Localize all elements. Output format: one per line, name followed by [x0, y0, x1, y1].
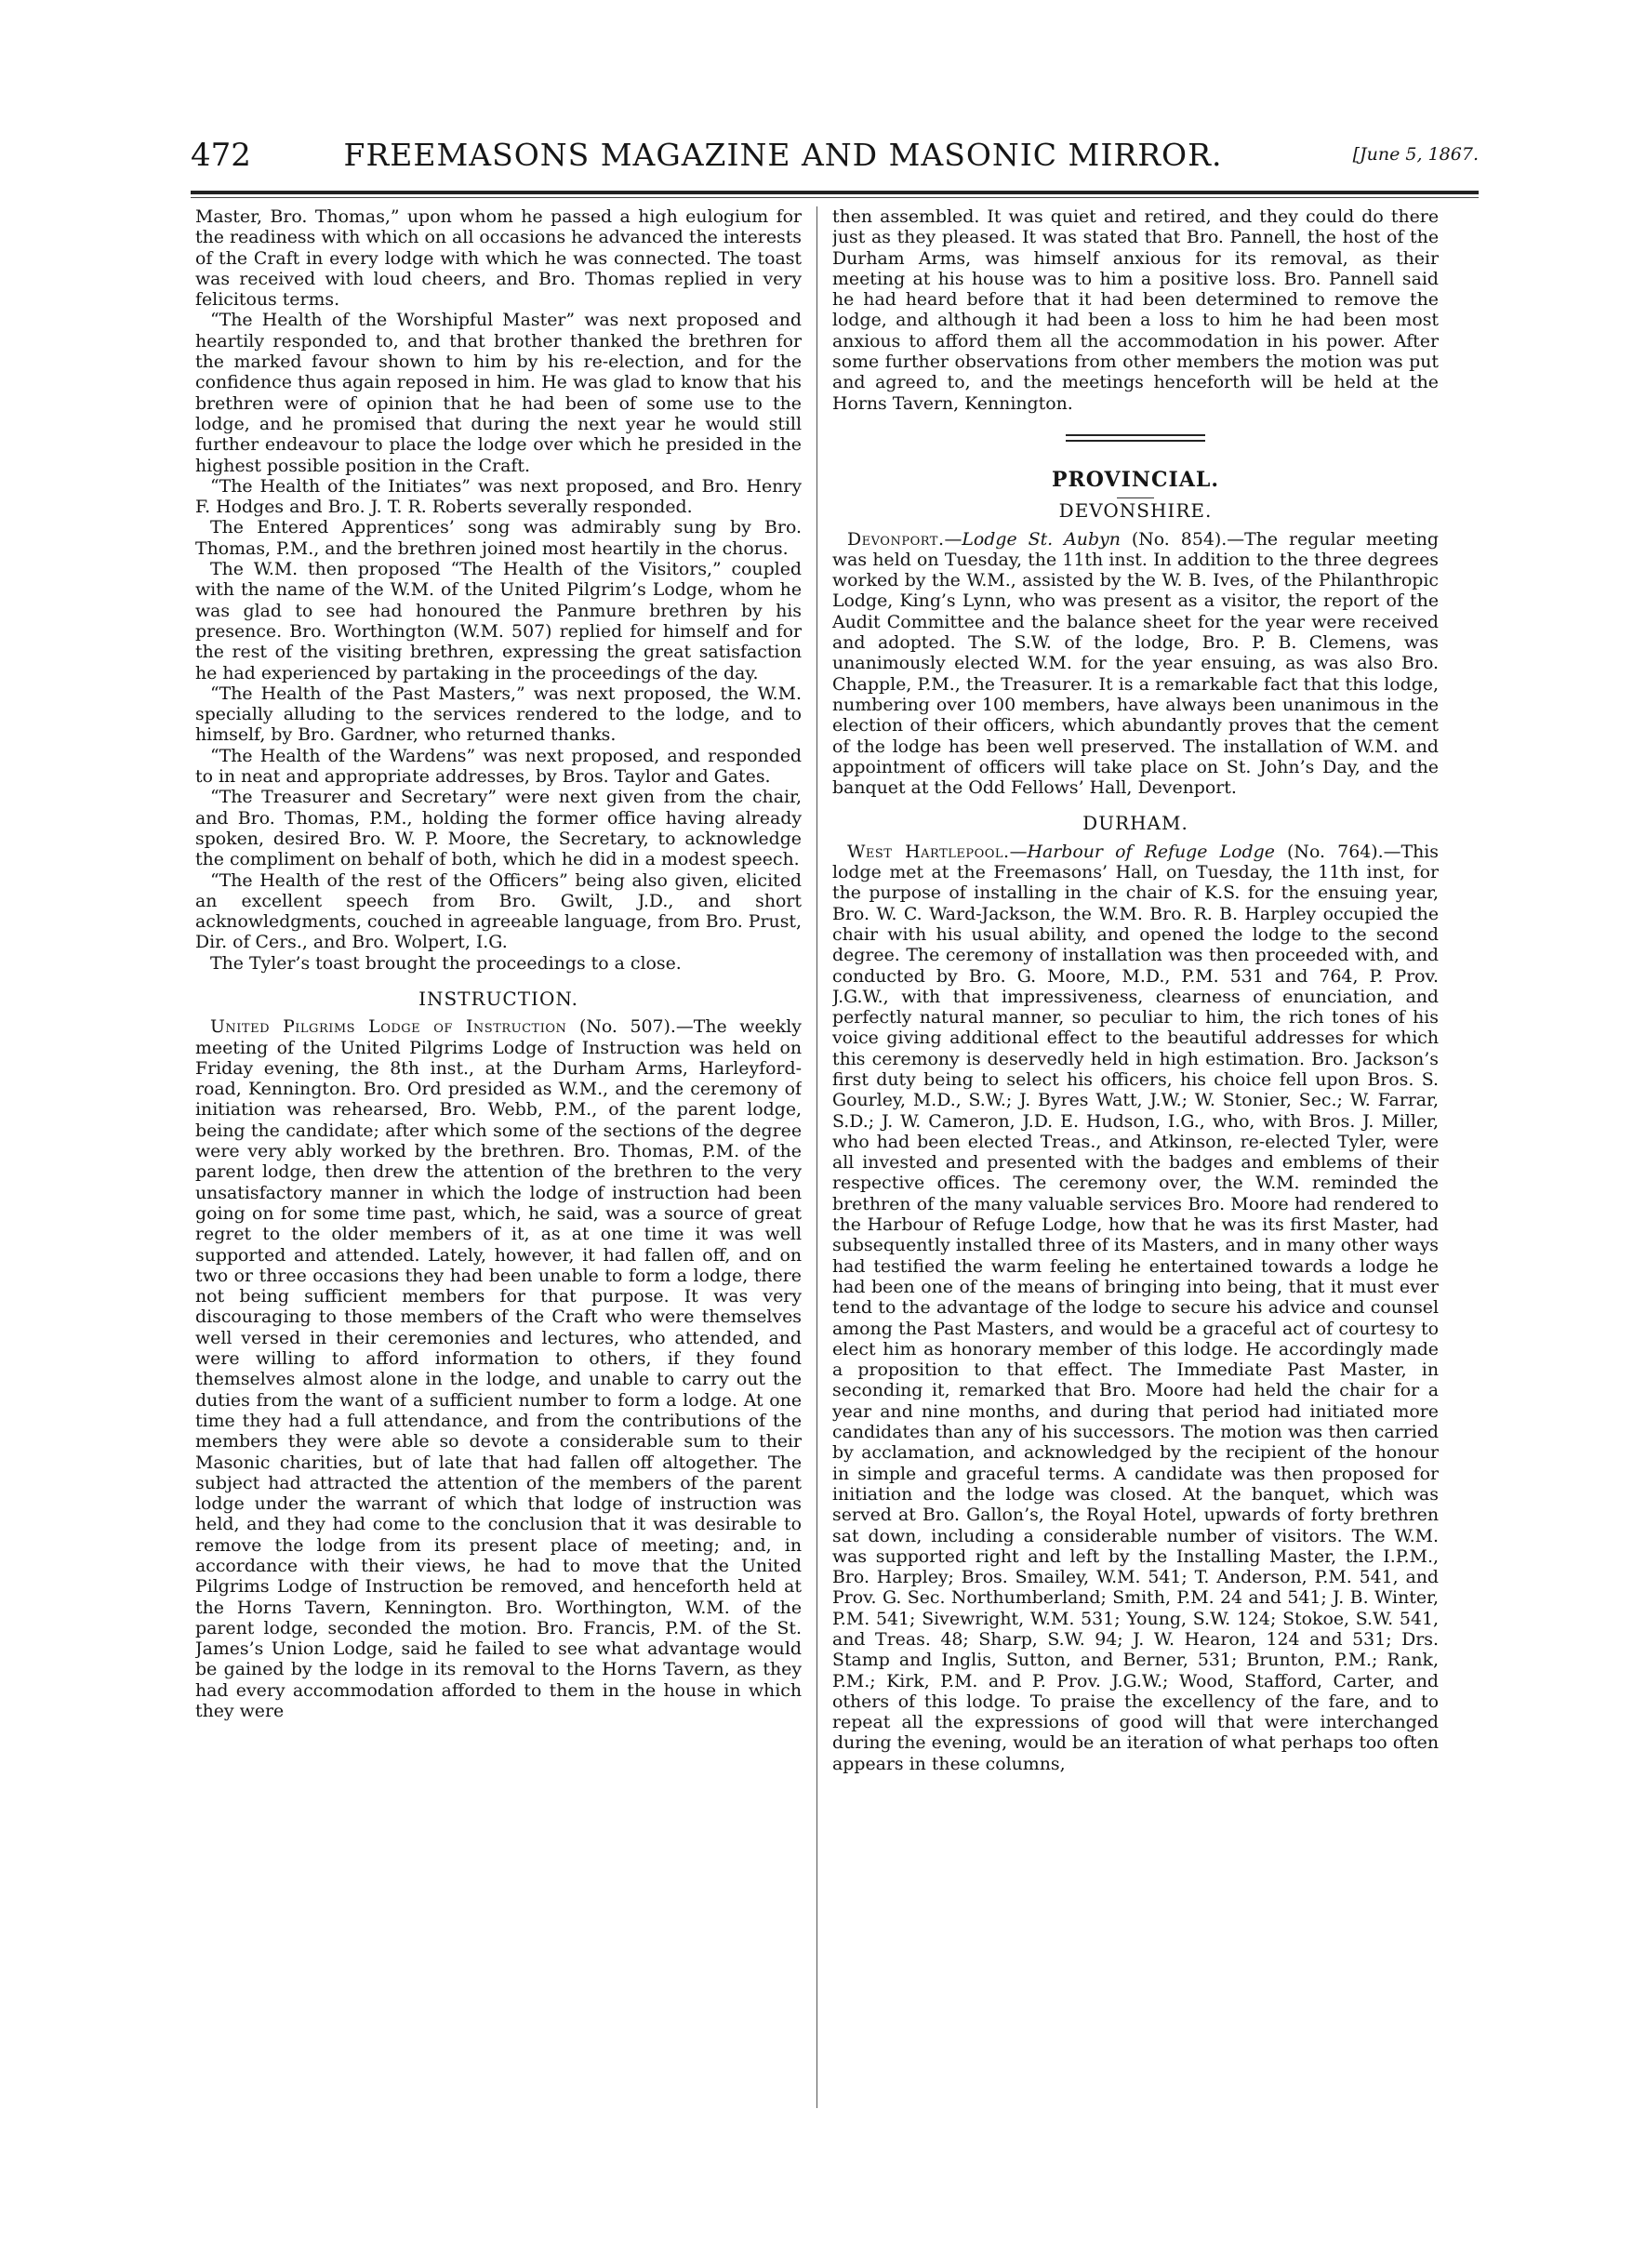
section-heading-provincial: PROVINCIAL.: [1051, 467, 1220, 492]
paragraph: The W.M. then proposed “The Health of the Visitors,” coupled with the name of the W.M. of the United Pilgrim’s Lodge, whom he was glad to see had honoured the Panmure brethren by his presence. Bro. Worthington (W.M. 507) replied for himself and for the rest of the visiting brethren, expressing the great satisfaction he had experienced by partaking in the proceedings of the day.: [195, 559, 802, 683]
place-name: Devonport.: [847, 528, 945, 550]
article-body: (No. 507).—The weekly meeting of the United Pilgrims Lodge of Instruction was held on Friday evening, the 8th inst., at the Durham Arms, Harleyford-road, Kennington. Bro. Ord presided as W.M., and the ceremony of initiation was rehearsed, Bro. Webb, P.M., of the parent lodge, being the candidate; after which some of the sections of the degree were very ably worked by the brethren. Bro. Thomas, P.M. of the parent lodge, then drew the attention of the brethren to the very unsatisfactory manner in which the lodge of instruction had been going on for some time past, which, he said, was a source of great regret to the older members of it, as at one time it was well supported and attended. Lately, however, it had fallen off, and on two or three occasions they had been unable to form a lodge, there not being sufficient members for that purpose. It was very discouraging to those members of the Craft who were themselves well versed in their ceremonies and lectures, who attended, and were willing to afford information to others, if they found themselves almost alone in the lodge, and unable to carry out the duties from the want of a sufficient number to form a lodge. At one time they had a full attendance, and from the contributions of the members they were able so devote a considerable sum to their Masonic charities, but of late that had fallen off altogether. The subject had attracted the attention of the members of the parent lodge under the warrant of which that lodge of instruction was held, and they had come to the conclusion that it was desirable to remove the lodge from its present place of meeting; and, in accordance with their views, he had to move that the United Pilgrims Lodge of Instruction be removed, and henceforth held at the Horns Tavern, Kennington. Bro. Worthington, W.M. of the parent lodge, seconded the motion. Bro. Francis, P.M. of the St. James’s Union Lodge, said he failed to see what advantage would be gained by the lodge in its removal to the Horns Tavern, as they had every accommodation afforded to them in the house in which they were: [195, 1016, 802, 1722]
article-devonport: Devonport.—Lodge St. Aubyn (No. 854).—The regular meeting was held on Tuesday, the 11th inst. In addition to the three degrees worked by the W.M., assisted by the W. B. Ives, of the Philanthropic Lodge, King’s Lynn, who was present as a visitor, the report of the Audit Committee and the balance sheet for the year were received and adopted. The S.W. of the lodge, Bro. P. B. Clemens, was unanimously elected W.M. for the year ensuing, as was also Bro. Chapple, P.M., the Treasurer. It is a remarkable fact that this lodge, numbering over 100 members, have always been unanimous in the election of their officers, which abundantly proves that the cement of the lodge has been well preserved. The installation of W.M. and appointment of officers will take place on St. John’s Day, and the banquet at the Odd Fellows’ Hall, Devenport.: [832, 528, 1439, 799]
article-west-hartlepool: West Hartlepool.—Harbour of Refuge Lodge (No. 764).—This lodge met at the Freemasons’ Hall, on Tuesday, the 11th inst, for the purpose of installing in the chair of K.S. for the ensuing year, Bro. W. C. Ward-Jackson, the W.M. Bro. R. B. Harpley occupied the chair with his usual ability, and opened the lodge to the second degree. The ceremony of installation was then proceeded with, and conducted by Bro. G. Moore, M.D., P.M. 531 and 764, P. Prov. J.G.W., with that impressiveness, clearness of enunciation, and perfectly natural manner, so peculiar to him, the rich tones of his voice giving additional effect to the beautiful addresses for which this ceremony is deservedly held in high estimation. Bro. Jackson’s first duty being to select his officers, his choice fell upon Bros. S. Gourley, M.D., S.W.; J. Byres Watt, J.W.; W. Stonier, Sec.; W. Farrar, S.D.; J. W. Cameron, J.D. E. Hudson, I.G., who, with Bros. J. Miller, who had been elected Treas., and Atkinson, re-elected Tyler, were all invested and presented with the badges and emblems of their respective offices. The ceremony over, the W.M. reminded the brethren of the many valuable services Bro. Moore had rendered to the Harbour of Refuge Lodge, how that he was its first Master, had subsequently installed three of its Masters, and in many other ways had testified the warm feeling he entertained towards a lodge he had been one of the means of bringing into being, that it must ever tend to the advantage of the lodge to secure his advice and counsel among the Past Masters, and would be a graceful act of courtesy to elect him as honorary member of this lodge. He accordingly made a proposition to that effect. The Immediate Past Master, in seconding it, remarked that Bro. Moore had held the chair for a year and nine months, and during that period had initiated more candidates than any of his successors. The motion was then carried by acclamation, and acknowledged by the recipient of the honour in simple and graceful terms. A candidate was then proposed for initiation and the lodge was closed. At the banquet, which was served at Bro. Gallon’s, the Royal Hotel, upwards of forty brethren sat down, including a considerable number of visitors. The W.M. was supported right and left by the Installing Master, the I.P.M., Bro. Harpley; Bros. Smailey, W.M. 541; T. Anderson, P.M. 541, and Prov. G. Sec. Northumberland; Smith, P.M. 24 and 541; J. B. Winter, P.M. 541; Sivewright, W.M. 531; Young, S.W. 124; Stokoe, S.W. 541, and Treas. 48; Sharp, S.W. 94; J. W. Hearon, 124 and 531; Drs. Stamp and Inglis, Sutton, and Berner, 531; Brunton, P.M.; Rank, P.M.; Kirk, P.M. and P. Prov. J.G.W.; Wood, Stafford, Carter, and others of this lodge. To praise the excellency of the fare, and to repeat all the expressions of good will that were interchanged during the evening, would be an iteration of what perhaps too often appears in these columns,: [832, 841, 1439, 1774]
article-body: (No. 854).—The regular meeting was held on Tuesday, the 11th inst. In addition to the three degrees worked by the W.M., assisted by the W. B. Ives, of the Philanthropic Lodge, King’s Lynn, who was present as a visitor, the report of the Audit Committee and the balance sheet for the year were received and adopted. The S.W. of the lodge, Bro. P. B. Clemens, was unanimously elected W.M. for the year ensuing, as was also Bro. Chapple, P.M., the Treasurer. It is a remarkable fact that this lodge, numbering over 100 members, have always been unanimous in the election of their officers, which abundantly proves that the cement of the lodge has been well preserved. The installation of W.M. and appointment of officers will take place on St. John’s Day, and the banquet at the Odd Fellows’ Hall, Devenport.: [832, 528, 1439, 799]
short-rule: [1117, 497, 1154, 498]
article-instruction: [195, 1016, 802, 1721]
right-column: [832, 206, 1439, 2113]
issue-date: [June 5, 1867.: [1352, 144, 1479, 165]
paragraph: The Entered Apprentices’ song was admirably sung by Bro. Thomas, P.M., and the brethren joined most heartily in the chorus.: [195, 517, 802, 559]
paragraph: The Tyler’s toast brought the proceedings to a close.: [210, 952, 682, 974]
left-column: [195, 206, 802, 2113]
lodge-name: Harbour of Refuge Lodge: [1027, 841, 1275, 862]
paragraph: “The Treasurer and Secretary” were next given from the chair, and Bro. Thomas, P.M., holding the former office having already spoken, desired Bro. W. P. Moore, the Secretary, to acknowledge the compliment on behalf of both, which he did in a modest speech.: [195, 787, 802, 870]
paragraph: then assembled. It was quiet and retired, and they could do there just as they pleased. It was stated that Bro. Pannell, the host of the Durham Arms, was himself anxious for its removal, as their meeting at his house was to him a positive loss. Bro. Pannell said he had heard before that it had been determined to remove the lodge, and although it had been a loss to him he had been most anxious to afford them all the accommodation in his power. After some further observations from other members the motion was put and agreed to, and the meetings henceforth will be held at the Horns Tavern, Kennington.: [832, 206, 1439, 414]
paragraph: “The Health of the rest of the Officers” being also given, elicited an excellent speech from Bro. Gwilt, J.D., and short acknowledgments, couched in agreeable language, from Bro. Prust, Dir. of Cers., and Bro. Wolpert, I.G.: [195, 869, 802, 953]
subheading-durham: DURHAM.: [1082, 812, 1188, 835]
article-body: (No. 764).—This lodge met at the Freemasons’ Hall, on Tuesday, the 11th inst, for the purpose of installing in the chair of K.S. for the ensuing year, Bro. W. C. Ward-Jackson, the W.M. Bro. R. B. Harpley occupied the chair with his usual ability, and opened the lodge to the second degree. The ceremony of installation was then proceeded with, and conducted by Bro. G. Moore, M.D., P.M. 531 and 764, P. Prov. J.G.W., with that impressiveness, clearness of enunciation, and perfectly natural manner, so peculiar to him, the rich tones of his voice giving additional effect to the beautiful addresses for which this ceremony is deservedly held in high estimation. Bro. Jackson’s first duty being to select his officers, his choice fell upon Bros. S. Gourley, M.D., S.W.; J. Byres Watt, J.W.; W. Stonier, Sec.; W. Farrar, S.D.; J. W. Cameron, J.D. E. Hudson, I.G., who, with Bros. J. Miller, who had been elected Treas., and Atkinson, re-elected Tyler, were all invested and presented with the badges and emblems of their respective offices. The ceremony over, the W.M. reminded the brethren of the many valuable services Bro. Moore had rendered to the Harbour of Refuge Lodge, how that he was its first Master, had subsequently installed three of its Masters, and in many other ways had testified the warm feeling he entertained towards a lodge he had been one of the means of bringing into being, that it must ever tend to the advantage of the lodge to secure his advice and counsel among the Past Masters, and would be a graceful act of courtesy to elect him as honorary member of this lodge. He accordingly made a proposition to that effect. The Immediate Past Master, in seconding it, remarked that Bro. Moore had held the chair for a year and nine months, and during that period had initiated more candidates than any of his successors. The motion was then carried by acclamation, and acknowledged by the recipient of the honour in simple and graceful terms. A candidate was then proposed for initiation and the lodge was closed. At the banquet, which was served at Bro. Gallon’s, the Royal Hotel, upwards of forty brethren sat down, including a considerable number of visitors. The W.M. was supported right and left by the Installing Master, the I.P.M., Bro. Harpley; Bros. Smailey, W.M. 541; T. Anderson, P.M. 541, and Prov. G. Sec. Northumberland; Smith, P.M. 24 and 541; J. B. Winter, P.M. 541; Sivewright, W.M. 531; Young, S.W. 124; Stokoe, S.W. 541, and Treas. 48; Sharp, S.W. 94; J. W. Hearon, 124 and 531; Drs. Stamp and Inglis, Sutton, and Berner, 531; Brunton, P.M.; Rank, P.M.; Kirk, P.M. and P. Prov. J.G.W.; Wood, Stafford, Carter, and others of this lodge. To praise the excellency of the fare, and to repeat all the expressions of good will that were interchanged during the evening, would be an iteration of what perhaps too often appears in these columns,: [832, 841, 1439, 1774]
page-number: 472: [191, 137, 251, 174]
paragraph: “The Health of the Past Masters,” was next proposed, the W.M. specially alluding to the services rendered to the lodge, and to himself, by Bro. Gardner, who returned thanks.: [195, 683, 802, 746]
subheading-devonshire: DEVONSHIRE.: [1058, 499, 1213, 523]
paragraph: “The Health of the Wardens” was next proposed, and responded to in neat and appropriate addresses, by Bros. Taylor and Gates.: [195, 745, 802, 788]
paragraph: “The Health of the Initiates” was next proposed, and Bro. Henry F. Hodges and Bro. J. T. R. Roberts severally responded.: [195, 475, 802, 518]
page-header: [191, 135, 1479, 191]
section-divider: [1066, 434, 1205, 442]
lodge-name: United Pilgrims Lodge of Instruction: [210, 1016, 567, 1038]
header-rule-thin: [191, 197, 1479, 198]
lodge-name: Lodge St. Aubyn: [962, 528, 1121, 550]
paragraph: “The Health of the Worshipful Master” was next proposed and heartily responded to, and that brother thanked the brethren for the marked favour shown to him by his re-election, and for the confidence thus again reposed in him. He was glad to know that his brethren were of opinion that he had been of some use to the lodge, and he promised that during the next year he would still further endeavour to place the lodge over which he presided in the highest possible position in the Craft.: [195, 310, 802, 476]
section-heading-instruction: INSTRUCTION.: [418, 987, 578, 1010]
paragraph: Master, Bro. Thomas,” upon whom he passed a high eulogium for the readiness with which on all occasions he advanced the interests of the Craft in every lodge with which he was connected. The toast was received with loud cheers, and Bro. Thomas replied in very felicitous terms.: [195, 206, 802, 311]
header-rule: [191, 191, 1479, 194]
masthead-title: FREEMASONS MAGAZINE AND MASONIC MIRROR.: [343, 137, 1223, 173]
column-divider: [816, 206, 817, 2108]
place-name: West Hartlepool.: [847, 841, 1010, 862]
